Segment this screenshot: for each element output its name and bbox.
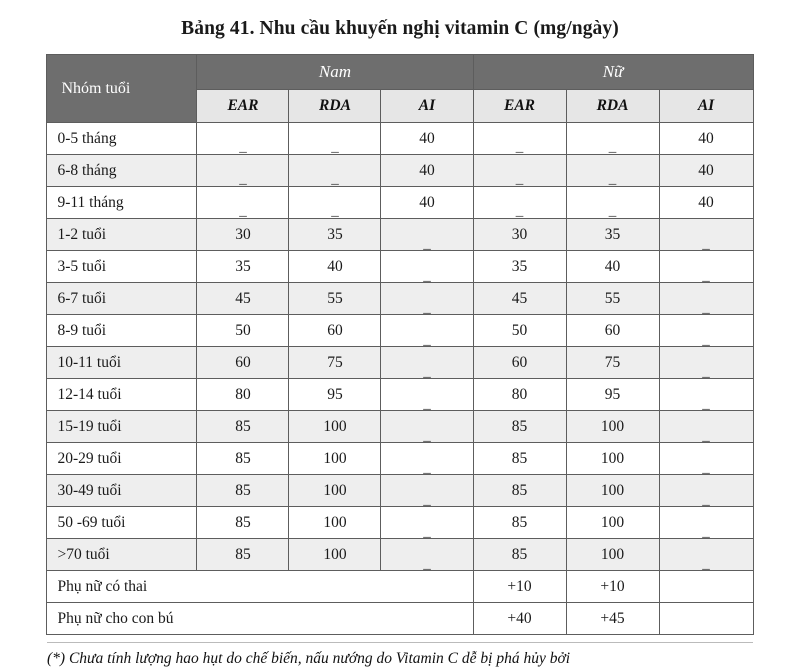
cell-male-rda: 55 xyxy=(289,283,381,315)
cell-female-ai: _ xyxy=(659,315,753,347)
cell-age-group: 8-9 tuổi xyxy=(47,315,197,347)
cell-female-rda: _ xyxy=(566,155,659,187)
cell-male-ear: 85 xyxy=(197,475,289,507)
cell-female-rda: 100 xyxy=(566,443,659,475)
cell-male-ear: 85 xyxy=(197,411,289,443)
cell-female-ear: 85 xyxy=(473,443,566,475)
cell-female-ai: 40 xyxy=(659,155,753,187)
cell-male-rda: 100 xyxy=(289,539,381,571)
column-header-male-rda: RDA xyxy=(289,90,381,123)
cell-age-group: 20-29 tuổi xyxy=(47,443,197,475)
cell-age-group: 9-11 tháng xyxy=(47,187,197,219)
table-row xyxy=(47,219,753,251)
cell-female-rda: +10 xyxy=(566,571,659,603)
table-row xyxy=(47,187,753,219)
table-row xyxy=(47,475,753,507)
cell-female-ai: _ xyxy=(659,475,753,507)
cell-male-rda: 100 xyxy=(289,443,381,475)
column-header-male-ear: EAR xyxy=(197,90,289,123)
cell-male-ear: 45 xyxy=(197,283,289,315)
cell-female-ear: +10 xyxy=(473,571,566,603)
cell-female-ear: 35 xyxy=(473,251,566,283)
document-page xyxy=(0,18,800,667)
cell-female-rda: 100 xyxy=(566,475,659,507)
cell-male-rda: 75 xyxy=(289,347,381,379)
cell-female-ai xyxy=(659,571,753,603)
cell-male-rda: 100 xyxy=(289,411,381,443)
cell-male-rda: 60 xyxy=(289,315,381,347)
cell-age-group: 50 -69 tuổi xyxy=(47,507,197,539)
table-row xyxy=(47,379,753,411)
cell-male-ai: _ xyxy=(381,443,473,475)
table-header-row-groups xyxy=(47,55,753,90)
cell-female-rda: 35 xyxy=(566,219,659,251)
column-header-age-group: Nhóm tuổi xyxy=(47,55,197,123)
cell-male-ai: _ xyxy=(381,475,473,507)
cell-age-group: 6-7 tuổi xyxy=(47,283,197,315)
cell-male-ai: _ xyxy=(381,507,473,539)
column-header-group-female: Nữ xyxy=(473,55,753,90)
cell-male-ai: 40 xyxy=(381,123,473,155)
cell-male-ear: 30 xyxy=(197,219,289,251)
cell-male-rda: _ xyxy=(289,187,381,219)
cell-male-rda: _ xyxy=(289,123,381,155)
cell-female-rda: 100 xyxy=(566,539,659,571)
cell-female-ai: _ xyxy=(659,411,753,443)
cell-female-ear: 85 xyxy=(473,411,566,443)
cell-female-ai: _ xyxy=(659,251,753,283)
column-header-group-male: Nam xyxy=(197,55,473,90)
cell-female-rda: 40 xyxy=(566,251,659,283)
cell-male-rda: 100 xyxy=(289,475,381,507)
table-row xyxy=(47,411,753,443)
column-header-female-ai: AI xyxy=(659,90,753,123)
cell-female-ear: _ xyxy=(473,155,566,187)
cell-male-ai: _ xyxy=(381,539,473,571)
table-row-special xyxy=(47,603,753,635)
cell-female-ai: _ xyxy=(659,283,753,315)
cell-age-group: 6-8 tháng xyxy=(47,155,197,187)
cell-female-rda: +45 xyxy=(566,603,659,635)
cell-male-rda: 100 xyxy=(289,507,381,539)
cell-female-ear: 85 xyxy=(473,507,566,539)
table-row xyxy=(47,507,753,539)
cell-age-group: 15-19 tuổi xyxy=(47,411,197,443)
cell-female-rda: 75 xyxy=(566,347,659,379)
cell-male-ear: _ xyxy=(197,123,289,155)
cell-male-ai: 40 xyxy=(381,187,473,219)
cell-male-ai: _ xyxy=(381,315,473,347)
cell-female-rda: _ xyxy=(566,123,659,155)
cell-male-ear: 60 xyxy=(197,347,289,379)
table-row xyxy=(47,251,753,283)
cell-male-ear: 80 xyxy=(197,379,289,411)
table-row xyxy=(47,315,753,347)
cell-female-ear: _ xyxy=(473,187,566,219)
cell-male-rda: 95 xyxy=(289,379,381,411)
cell-age-group: 12-14 tuổi xyxy=(47,379,197,411)
cell-age-group: 10-11 tuổi xyxy=(47,347,197,379)
table-header xyxy=(47,55,753,123)
cell-male-ai: _ xyxy=(381,251,473,283)
cell-male-ai: _ xyxy=(381,347,473,379)
cell-female-ear: 80 xyxy=(473,379,566,411)
cell-female-ear: 60 xyxy=(473,347,566,379)
vitamin-c-table xyxy=(46,54,753,635)
cell-female-ai: _ xyxy=(659,379,753,411)
cell-male-ear: 85 xyxy=(197,507,289,539)
cell-female-rda: 60 xyxy=(566,315,659,347)
cell-special-label: Phụ nữ có thai xyxy=(47,571,473,603)
cell-age-group: 0-5 tháng xyxy=(47,123,197,155)
table-body xyxy=(47,123,753,635)
cell-age-group: 3-5 tuổi xyxy=(47,251,197,283)
table-row xyxy=(47,347,753,379)
cell-male-ai: 40 xyxy=(381,155,473,187)
page-title: Bảng 41. Nhu cầu khuyến nghị vitamin C (mg/ngày) xyxy=(181,18,619,39)
table-row xyxy=(47,283,753,315)
cell-female-ai: _ xyxy=(659,507,753,539)
cell-male-ear: _ xyxy=(197,155,289,187)
cell-female-ai: _ xyxy=(659,347,753,379)
cell-male-rda: 35 xyxy=(289,219,381,251)
cell-female-rda: 100 xyxy=(566,411,659,443)
cell-age-group: 1-2 tuổi xyxy=(47,219,197,251)
cell-female-ai xyxy=(659,603,753,635)
column-header-female-rda: RDA xyxy=(566,90,659,123)
cell-male-rda: _ xyxy=(289,155,381,187)
cell-female-rda: _ xyxy=(566,187,659,219)
cell-female-ear: +40 xyxy=(473,603,566,635)
cell-female-ai: _ xyxy=(659,539,753,571)
cell-female-rda: 55 xyxy=(566,283,659,315)
cell-male-ai: _ xyxy=(381,411,473,443)
cell-female-ear: _ xyxy=(473,123,566,155)
column-header-male-ai: AI xyxy=(381,90,473,123)
cell-female-ai: 40 xyxy=(659,123,753,155)
table-row xyxy=(47,123,753,155)
column-header-female-ear: EAR xyxy=(473,90,566,123)
table-row xyxy=(47,539,753,571)
cell-female-ear: 50 xyxy=(473,315,566,347)
cell-female-ear: 85 xyxy=(473,475,566,507)
cell-female-ear: 45 xyxy=(473,283,566,315)
cell-female-ear: 85 xyxy=(473,539,566,571)
cell-male-ear: 50 xyxy=(197,315,289,347)
cell-male-ear: 35 xyxy=(197,251,289,283)
cell-male-ai: _ xyxy=(381,379,473,411)
cell-male-ear: _ xyxy=(197,187,289,219)
cell-female-rda: 95 xyxy=(566,379,659,411)
cell-female-ai: 40 xyxy=(659,187,753,219)
table-row-special xyxy=(47,571,753,603)
cell-female-ai: _ xyxy=(659,443,753,475)
cell-female-rda: 100 xyxy=(566,507,659,539)
cell-female-ear: 30 xyxy=(473,219,566,251)
cell-age-group: >70 tuổi xyxy=(47,539,197,571)
cell-male-ear: 85 xyxy=(197,443,289,475)
cell-male-ai: _ xyxy=(381,219,473,251)
cell-special-label: Phụ nữ cho con bú xyxy=(47,603,473,635)
cell-age-group: 30-49 tuổi xyxy=(47,475,197,507)
cell-male-rda: 40 xyxy=(289,251,381,283)
cell-female-ai: _ xyxy=(659,219,753,251)
cell-male-ear: 85 xyxy=(197,539,289,571)
cell-male-ai: _ xyxy=(381,283,473,315)
footnote: (*) Chưa tính lượng hao hụt do chế biến, nấu nướng do Vitamin C dễ bị phá hủy bởi xyxy=(47,642,753,668)
table-row xyxy=(47,443,753,475)
table-row xyxy=(47,155,753,187)
